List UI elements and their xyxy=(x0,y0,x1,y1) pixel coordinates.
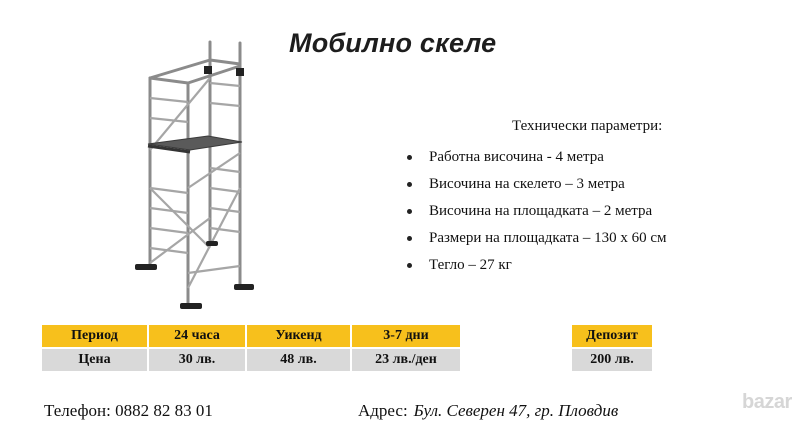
address-label: Адрес: xyxy=(358,401,408,420)
price-header-cell: Уикенд xyxy=(246,325,351,348)
price-value-cell: 23 лв./ден xyxy=(351,348,461,372)
price-value-row xyxy=(42,348,461,372)
price-table xyxy=(42,325,462,373)
spec-item: Размери на площадката – 130 х 60 см xyxy=(400,229,667,256)
price-header-cell: 3-7 дни xyxy=(351,325,461,348)
price-header-cell: Период xyxy=(42,325,148,348)
price-value-cell: Цена xyxy=(42,348,148,372)
specs-list xyxy=(400,148,667,283)
price-header-cell: 24 часа xyxy=(148,325,246,348)
deposit-value: 200 лв. xyxy=(572,348,652,372)
spec-item: Работна височина - 4 метра xyxy=(400,148,667,175)
address-value: Бул. Северен 47, гр. Пловдив xyxy=(413,401,619,420)
deposit-label: Депозит xyxy=(572,325,652,348)
phone-number: Телефон: 0882 82 83 01 xyxy=(44,401,213,420)
price-header-row xyxy=(42,325,461,348)
spec-item: Височина на скелето – 3 метра xyxy=(400,175,667,202)
spec-item: Тегло – 27 кг xyxy=(400,256,667,283)
price-value-cell: 48 лв. xyxy=(246,348,351,372)
address xyxy=(358,401,618,421)
bazar-watermark-logo: bazar xyxy=(742,391,792,413)
spec-item: Височина на площадката – 2 метра xyxy=(400,202,667,229)
page-title: Мобилно скеле xyxy=(289,28,497,58)
price-value-cell: 30 лв. xyxy=(148,348,246,372)
deposit-table xyxy=(572,325,652,373)
scaffold-image xyxy=(128,38,268,313)
specs-heading: Технически параметри: xyxy=(512,118,663,134)
